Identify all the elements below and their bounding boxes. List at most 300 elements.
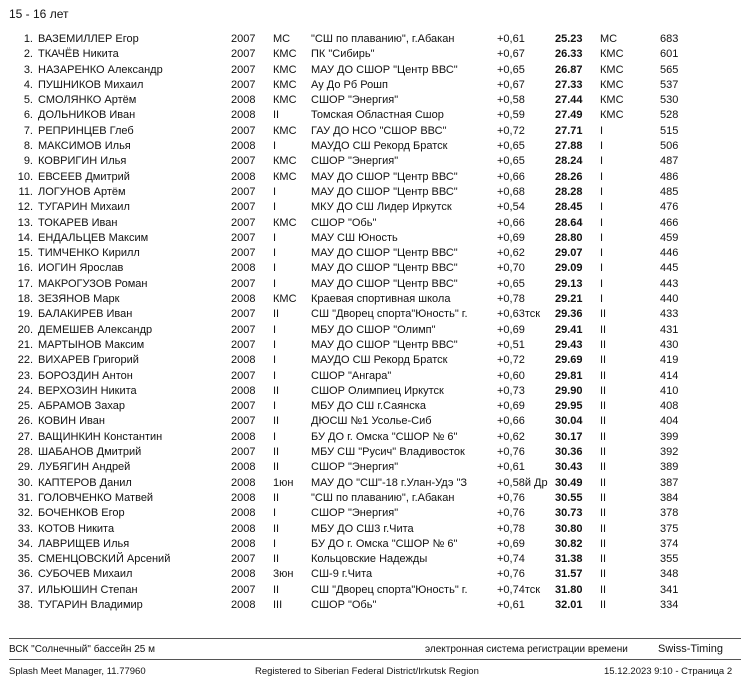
table-row: [0, 476, 750, 491]
points-cell: 378: [660, 507, 679, 520]
rank-cell: II: [273, 583, 280, 596]
club-cell: Томская Областная Сшор: [311, 109, 444, 122]
place-cell: 38.: [17, 598, 33, 611]
year-cell: 2007: [231, 48, 256, 61]
year-cell: 2008: [231, 537, 256, 550]
place-cell: 1.: [23, 33, 33, 45]
reaction-time-cell: +0,61: [497, 598, 525, 611]
rank-cell: КМС: [273, 293, 297, 306]
reaction-time-cell: +0,65: [497, 277, 525, 290]
year-cell: 2007: [231, 33, 256, 45]
place-cell: 36.: [17, 568, 33, 581]
time-cell: 29.13: [555, 277, 583, 290]
points-cell: 601: [660, 48, 679, 61]
club-cell: МАУ ДО СШОР "Центр ВВС": [311, 338, 458, 351]
club-cell: Ау До Рб Рошп: [311, 78, 388, 91]
footer-divider-top: [9, 638, 741, 639]
club-cell: СШОР "Энергия": [311, 461, 399, 474]
points-cell: 355: [660, 553, 679, 566]
name-cell: СУБОЧЕВ Михаил: [38, 568, 133, 581]
table-row: [0, 93, 750, 108]
time-cell: 27.71: [555, 124, 583, 137]
qualification-cell: II: [600, 553, 607, 566]
rank-cell: КМС: [273, 216, 297, 229]
club-cell: МАУ ДО СШОР "Центр ВВС": [311, 277, 458, 290]
time-cell: 30.73: [555, 507, 583, 520]
place-cell: 13.: [17, 216, 33, 229]
reaction-time-cell: +0,76: [497, 507, 525, 520]
qualification-cell: II: [600, 537, 607, 550]
time-cell: 28.28: [555, 185, 583, 198]
year-cell: 2008: [231, 94, 256, 107]
time-cell: 31.57: [555, 568, 583, 581]
table-row: [0, 47, 750, 62]
reaction-time-cell: +0,73: [497, 384, 525, 397]
table-row: [0, 63, 750, 78]
qualification-cell: КМС: [600, 48, 624, 61]
place-cell: 14.: [17, 231, 33, 244]
name-cell: МАКРОГУЗОВ Роман: [38, 277, 148, 290]
club-cell: МБУ ДО СШ г.Саянска: [311, 400, 426, 413]
place-cell: 4.: [23, 78, 33, 91]
club-cell: МАУ ДО СШОР "Центр ВВС": [311, 247, 458, 260]
table-row: [0, 246, 750, 261]
table-row: [0, 216, 750, 231]
club-cell: СШ-9 г.Чита: [311, 568, 373, 581]
table-row: [0, 323, 750, 338]
place-cell: 24.: [17, 384, 33, 397]
time-cell: 28.26: [555, 170, 583, 183]
reaction-time-cell: +0,62: [497, 430, 525, 443]
rank-cell: КМС: [273, 63, 297, 76]
table-row: [0, 552, 750, 567]
table-row: [0, 292, 750, 307]
year-cell: 2008: [231, 491, 256, 504]
qualification-cell: I: [600, 155, 604, 168]
club-cell: МАУ СШ Юность: [311, 231, 398, 244]
year-cell: 2007: [231, 415, 256, 428]
time-cell: 26.33: [555, 48, 583, 61]
rank-cell: II: [273, 553, 280, 566]
year-cell: 2007: [231, 185, 256, 198]
table-row: [0, 154, 750, 169]
venue-text: ВСК "Солнечный" бассейн 25 м: [9, 644, 155, 655]
points-cell: 408: [660, 400, 679, 413]
rank-cell: I: [273, 231, 277, 244]
qualification-cell: II: [600, 522, 607, 535]
place-cell: 5.: [23, 94, 33, 107]
club-cell: Краевая спортивная школа: [311, 293, 451, 306]
rank-cell: КМС: [273, 155, 297, 168]
rank-cell: КМС: [273, 124, 297, 137]
time-cell: 30.55: [555, 491, 583, 504]
name-cell: ИОГИН Ярослав: [38, 262, 124, 275]
qualification-cell: I: [600, 124, 604, 137]
table-row: [0, 124, 750, 139]
table-row: [0, 399, 750, 414]
name-cell: РЕПРИНЦЕВ Глеб: [38, 124, 134, 137]
points-cell: 419: [660, 354, 679, 367]
name-cell: ТИМЧЕНКО Кирилл: [38, 247, 140, 260]
place-cell: 9.: [23, 155, 33, 168]
rank-cell: I: [273, 507, 277, 520]
qualification-cell: I: [600, 277, 604, 290]
reaction-time-cell: +0,78: [497, 293, 525, 306]
year-cell: 2007: [231, 338, 256, 351]
table-row: [0, 200, 750, 215]
timing-brand: Swiss-Timing: [658, 643, 723, 655]
club-cell: СШ "Дворец спорта"Юность" г.: [311, 583, 468, 596]
points-cell: 446: [660, 247, 679, 260]
points-cell: 387: [660, 476, 679, 489]
table-row: [0, 185, 750, 200]
reaction-time-cell: +0,62: [497, 247, 525, 260]
year-cell: 2007: [231, 201, 256, 214]
qualification-cell: II: [600, 461, 607, 474]
name-cell: ВАЩИНКИН Константин: [38, 430, 163, 443]
rank-cell: II: [273, 461, 280, 474]
year-cell: 2007: [231, 78, 256, 91]
year-cell: 2007: [231, 231, 256, 244]
reaction-time-cell: +0,58: [497, 94, 525, 107]
time-cell: 27.88: [555, 140, 583, 153]
place-cell: 23.: [17, 369, 33, 382]
qualification-cell: II: [600, 583, 607, 596]
time-cell: 30.82: [555, 537, 583, 550]
time-cell: 28.64: [555, 216, 583, 229]
place-cell: 18.: [17, 293, 33, 306]
reaction-time-cell: +0,51: [497, 338, 525, 351]
time-cell: 27.49: [555, 109, 583, 122]
place-cell: 12.: [17, 201, 33, 214]
name-cell: ИЛЬЮШИН Степан: [38, 583, 138, 596]
place-cell: 37.: [17, 583, 33, 596]
club-cell: Кольцовские Надежды: [311, 553, 428, 566]
club-cell: "СШ по плаванию", г.Абакан: [311, 33, 455, 45]
club-cell: МАУ ДО СШОР "Центр ВВС": [311, 262, 458, 275]
year-cell: 2008: [231, 568, 256, 581]
year-cell: 2007: [231, 216, 256, 229]
qualification-cell: I: [600, 185, 604, 198]
date-page-text: 15.12.2023 9:10 - Страница 2: [604, 666, 733, 677]
qualification-cell: КМС: [600, 109, 624, 122]
year-cell: 2008: [231, 384, 256, 397]
name-cell: ПУШНИКОВ Михаил: [38, 78, 144, 91]
year-cell: 2007: [231, 323, 256, 336]
time-cell: 30.43: [555, 461, 583, 474]
rank-cell: КМС: [273, 48, 297, 61]
rank-cell: I: [273, 185, 277, 198]
points-cell: 459: [660, 231, 679, 244]
name-cell: МАКСИМОВ Илья: [38, 140, 131, 153]
reaction-time-cell: +0,67: [497, 48, 525, 61]
software-credit: Splash Meet Manager, 11.77960: [9, 666, 146, 677]
time-cell: 29.69: [555, 354, 583, 367]
name-cell: АБРАМОВ Захар: [38, 400, 125, 413]
place-cell: 15.: [17, 247, 33, 260]
points-cell: 466: [660, 216, 679, 229]
time-cell: 28.45: [555, 201, 583, 214]
time-cell: 29.07: [555, 247, 583, 260]
place-cell: 35.: [17, 553, 33, 566]
qualification-cell: II: [600, 446, 607, 459]
club-cell: МКУ ДО СШ Лидер Иркутск: [311, 201, 452, 214]
points-cell: 486: [660, 170, 679, 183]
year-cell: 2007: [231, 63, 256, 76]
name-cell: НАЗАРЕНКО Александр: [38, 63, 163, 76]
name-cell: ТКАЧЁВ Никита: [38, 48, 119, 61]
name-cell: ВЕРХОЗИН Никита: [38, 384, 137, 397]
name-cell: ЕНДАЛЬЦЕВ Максим: [38, 231, 149, 244]
time-cell: 31.80: [555, 583, 583, 596]
qualification-cell: I: [600, 170, 604, 183]
place-cell: 25.: [17, 400, 33, 413]
qualification-cell: I: [600, 247, 604, 260]
points-cell: 410: [660, 384, 679, 397]
rank-cell: II: [273, 446, 280, 459]
time-cell: 28.24: [555, 155, 583, 168]
qualification-cell: II: [600, 384, 607, 397]
reaction-time-cell: +0,60: [497, 369, 525, 382]
time-cell: 27.44: [555, 94, 583, 107]
points-cell: 392: [660, 446, 679, 459]
reaction-time-cell: +0,69: [497, 537, 525, 550]
rank-cell: I: [273, 369, 277, 382]
points-cell: 537: [660, 78, 679, 91]
table-row: [0, 414, 750, 429]
reaction-time-cell: +0,78: [497, 522, 525, 535]
timing-label: электронная система регистрации времени: [425, 644, 628, 655]
rank-cell: КМС: [273, 170, 297, 183]
time-cell: 32.01: [555, 598, 583, 611]
club-cell: СШОР "Обь": [311, 598, 377, 611]
year-cell: 2008: [231, 430, 256, 443]
points-cell: 440: [660, 293, 679, 306]
time-cell: 29.90: [555, 384, 583, 397]
place-cell: 32.: [17, 507, 33, 520]
place-cell: 33.: [17, 522, 33, 535]
year-cell: 2007: [231, 553, 256, 566]
place-cell: 31.: [17, 491, 33, 504]
qualification-cell: II: [600, 400, 607, 413]
rank-cell: I: [273, 262, 277, 275]
name-cell: ДЕМЕШЕВ Александр: [38, 323, 153, 336]
time-cell: 30.49: [555, 476, 583, 489]
club-cell: "СШ по плаванию", г.Абакан: [311, 491, 455, 504]
table-row: [0, 277, 750, 292]
year-cell: 2008: [231, 109, 256, 122]
points-cell: 348: [660, 568, 679, 581]
points-cell: 683: [660, 33, 679, 45]
qualification-cell: II: [600, 338, 607, 351]
time-cell: 29.43: [555, 338, 583, 351]
rank-cell: 3юн: [273, 568, 294, 581]
name-cell: БАЛАКИРЕВ Иван: [38, 308, 133, 321]
place-cell: 20.: [17, 323, 33, 336]
qualification-cell: II: [600, 507, 607, 520]
reaction-time-cell: +0,74: [497, 553, 525, 566]
table-row: [0, 445, 750, 460]
rank-cell: I: [273, 430, 277, 443]
reaction-time-cell: +0,76: [497, 491, 525, 504]
place-cell: 19.: [17, 308, 33, 321]
time-cell: 30.80: [555, 522, 583, 535]
table-row: [0, 491, 750, 506]
table-row: [0, 307, 750, 322]
time-cell: 29.81: [555, 369, 583, 382]
points-cell: 443: [660, 277, 679, 290]
place-cell: 16.: [17, 262, 33, 275]
club-cell: МАУДО СШ Рекорд Братск: [311, 140, 448, 153]
rank-cell: III: [273, 598, 283, 611]
points-cell: 341: [660, 583, 679, 596]
reaction-time-cell: +0,63тск: [497, 308, 541, 321]
year-cell: 2008: [231, 461, 256, 474]
table-row: [0, 430, 750, 445]
table-row: [0, 353, 750, 368]
time-cell: 29.21: [555, 293, 583, 306]
club-cell: МАУ ДО "СШ"-18 г.Улан-Удэ "З: [311, 476, 468, 489]
year-cell: 2008: [231, 476, 256, 489]
footer-divider-bottom: [9, 659, 741, 660]
points-cell: 445: [660, 262, 679, 275]
place-cell: 10.: [17, 170, 33, 183]
rank-cell: I: [273, 537, 277, 550]
club-cell: ДЮСШ №1 Усолье-Сиб: [311, 415, 432, 428]
place-cell: 26.: [17, 415, 33, 428]
club-cell: ГАУ ДО НСО "СШОР ВВС": [311, 124, 447, 137]
name-cell: ТОКАРЕВ Иван: [38, 216, 118, 229]
year-cell: 2008: [231, 293, 256, 306]
table-row: [0, 506, 750, 521]
table-row: [0, 598, 750, 613]
name-cell: СМЕНЦОВСКИЙ Арсений: [38, 553, 171, 566]
time-cell: 25.23: [555, 33, 583, 45]
club-cell: МАУ ДО СШОР "Центр ВВС": [311, 170, 458, 183]
qualification-cell: II: [600, 491, 607, 504]
qualification-cell: I: [600, 140, 604, 153]
time-cell: 29.41: [555, 323, 583, 336]
name-cell: ЛОГУНОВ Артём: [38, 185, 126, 198]
qualification-cell: I: [600, 201, 604, 214]
table-row: [0, 338, 750, 353]
table-row: [0, 139, 750, 154]
time-cell: 30.04: [555, 415, 583, 428]
points-cell: 485: [660, 185, 679, 198]
points-cell: 375: [660, 522, 679, 535]
table-row: [0, 583, 750, 598]
points-cell: 506: [660, 140, 679, 153]
year-cell: 2007: [231, 124, 256, 137]
name-cell: ВАЗЕМИЛЛЕР Егор: [38, 33, 139, 45]
club-cell: СШ "Дворец спорта"Юность" г.: [311, 308, 468, 321]
time-cell: 30.36: [555, 446, 583, 459]
reaction-time-cell: +0,72: [497, 124, 525, 137]
rank-cell: I: [273, 323, 277, 336]
year-cell: 2008: [231, 354, 256, 367]
qualification-cell: I: [600, 293, 604, 306]
table-row: [0, 460, 750, 475]
name-cell: ТУГАРИН Владимир: [38, 598, 143, 611]
reaction-time-cell: +0,66: [497, 216, 525, 229]
results-table: [0, 32, 750, 613]
table-row: [0, 231, 750, 246]
rank-cell: КМС: [273, 94, 297, 107]
table-row: [0, 261, 750, 276]
rank-cell: II: [273, 522, 280, 535]
reaction-time-cell: +0,65: [497, 155, 525, 168]
name-cell: ГОЛОВЧЕНКО Матвей: [38, 491, 154, 504]
reaction-time-cell: +0,65: [497, 63, 525, 76]
name-cell: ДОЛЬНИКОВ Иван: [38, 109, 136, 122]
year-cell: 2007: [231, 308, 256, 321]
rank-cell: 1юн: [273, 476, 294, 489]
year-cell: 2007: [231, 155, 256, 168]
points-cell: 565: [660, 63, 679, 76]
club-cell: БУ ДО г. Омска "СШОР № 6": [311, 430, 458, 443]
reaction-time-cell: +0,68: [497, 185, 525, 198]
place-cell: 7.: [23, 124, 33, 137]
points-cell: 384: [660, 491, 679, 504]
name-cell: КОТОВ Никита: [38, 522, 115, 535]
name-cell: ЗЕЗЯНОВ Марк: [38, 293, 120, 306]
place-cell: 17.: [17, 277, 33, 290]
year-cell: 2008: [231, 522, 256, 535]
year-cell: 2007: [231, 446, 256, 459]
name-cell: ШАБАНОВ Дмитрий: [38, 446, 142, 459]
reaction-time-cell: +0,54: [497, 201, 525, 214]
place-cell: 21.: [17, 338, 33, 351]
time-cell: 29.36: [555, 308, 583, 321]
time-cell: 28.80: [555, 231, 583, 244]
rank-cell: II: [273, 415, 280, 428]
table-row: [0, 384, 750, 399]
qualification-cell: КМС: [600, 63, 624, 76]
year-cell: 2008: [231, 262, 256, 275]
time-cell: 30.17: [555, 430, 583, 443]
club-cell: БУ ДО г. Омска "СШОР № 6": [311, 537, 458, 550]
rank-cell: II: [273, 491, 280, 504]
table-row: [0, 170, 750, 185]
table-row: [0, 32, 750, 47]
club-cell: СШОР "Ангара": [311, 369, 392, 382]
name-cell: КОВИН Иван: [38, 415, 105, 428]
club-cell: МАУ ДО СШОР "Центр ВВС": [311, 185, 458, 198]
place-cell: 8.: [23, 140, 33, 153]
reaction-time-cell: +0,67: [497, 78, 525, 91]
time-cell: 29.95: [555, 400, 583, 413]
reaction-time-cell: +0,74тск: [497, 583, 541, 596]
name-cell: БОРОЗДИН Антон: [38, 369, 133, 382]
reaction-time-cell: +0,66: [497, 415, 525, 428]
qualification-cell: II: [600, 354, 607, 367]
year-cell: 2007: [231, 583, 256, 596]
place-cell: 2.: [23, 48, 33, 61]
place-cell: 34.: [17, 537, 33, 550]
place-cell: 27.: [17, 430, 33, 443]
reaction-time-cell: +0,69: [497, 323, 525, 336]
rank-cell: I: [273, 400, 277, 413]
time-cell: 31.38: [555, 553, 583, 566]
points-cell: 430: [660, 338, 679, 351]
year-cell: 2008: [231, 598, 256, 611]
points-cell: 515: [660, 124, 679, 137]
reaction-time-cell: +0,58й Др: [497, 476, 548, 489]
reaction-time-cell: +0,61: [497, 33, 525, 45]
place-cell: 29.: [17, 461, 33, 474]
qualification-cell: II: [600, 568, 607, 581]
name-cell: ВИХАРЕВ Григорий: [38, 354, 139, 367]
